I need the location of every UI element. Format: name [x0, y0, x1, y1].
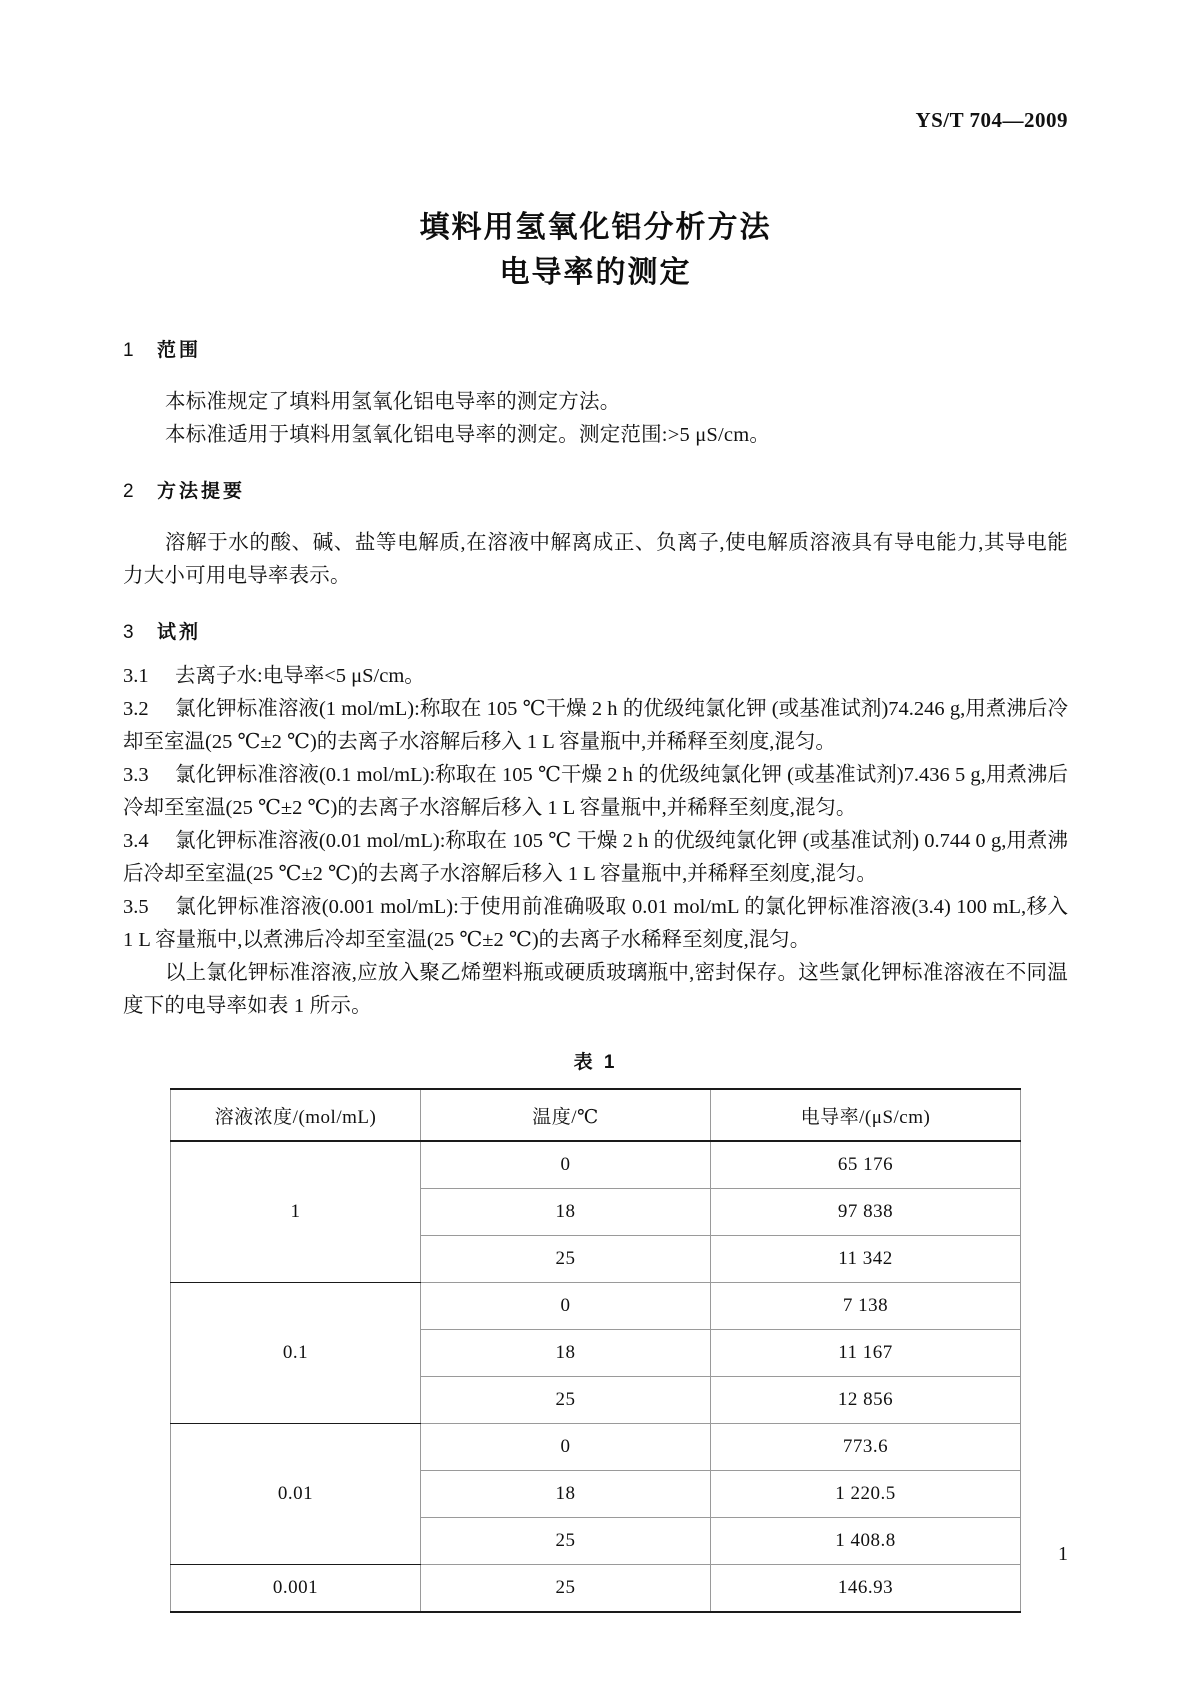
document-title-line-1: 填料用氢氧化铝分析方法	[419, 211, 772, 244]
reagent-item-3-4	[123, 825, 1068, 891]
reagent-number-3-1: 3.1	[123, 665, 149, 687]
section-1-paragraph-2: 本标准适用于填料用氢氧化铝电导率的测定。测定范围:>5 μS/cm。	[165, 424, 771, 446]
table-row	[171, 1141, 1021, 1189]
section-title-1: 范围	[157, 340, 202, 361]
table-cell-temperature: 0	[421, 1141, 711, 1189]
section-number-3: 3	[123, 622, 135, 643]
page-number: 1	[1058, 1543, 1068, 1565]
table-cell-temperature: 25	[421, 1565, 711, 1613]
section-heading-1	[123, 335, 1068, 362]
table-cell-temperature: 25	[421, 1377, 711, 1424]
table-header-conductivity: 电导率/(μS/cm)	[711, 1089, 1021, 1141]
reagent-number-3-5: 3.5	[123, 896, 149, 918]
table-cell-conductivity: 97 838	[711, 1189, 1021, 1236]
document-body	[123, 335, 1068, 1613]
table-cell-conductivity: 773.6	[711, 1424, 1021, 1471]
reagent-text-3-2: 氯化钾标准溶液(1 mol/mL):称取在 105 ℃干燥 2 h 的优级纯氯化钾 (或基准试剂)74.246 g,用煮沸后冷却至室温(25 ℃±2 ℃)的去离子水溶解后移入 1 L 容量瓶中,并稀释至刻度,混匀。	[123, 698, 1068, 753]
table-cell-temperature: 18	[421, 1189, 711, 1236]
table-cell-conductivity: 7 138	[711, 1283, 1021, 1330]
reagent-item-3-2	[123, 693, 1068, 759]
conductivity-table	[170, 1088, 1021, 1613]
table-cell-conductivity: 11 167	[711, 1330, 1021, 1377]
table-cell-temperature: 25	[421, 1236, 711, 1283]
table-header-concentration: 溶液浓度/(mol/mL)	[171, 1089, 421, 1141]
table-row	[171, 1565, 1021, 1613]
section-number-1: 1	[123, 340, 135, 361]
table-cell-conductivity: 146.93	[711, 1565, 1021, 1613]
table-cell-concentration: 0.01	[171, 1424, 421, 1565]
table-row	[171, 1283, 1021, 1330]
reagent-number-3-3: 3.3	[123, 764, 149, 786]
document-title	[0, 205, 1191, 295]
section-title-3: 试剂	[157, 622, 202, 643]
reagent-item-3-1	[123, 660, 1068, 693]
table-cell-conductivity: 1 220.5	[711, 1471, 1021, 1518]
reagent-text-3-4: 氯化钾标准溶液(0.01 mol/mL):称取在 105 ℃ 干燥 2 h 的优级纯氯化钾 (或基准试剂) 0.744 0 g,用煮沸后冷却至室温(25 ℃±2 ℃)的去离子水溶解后移入 1 L 容量瓶中,并稀释至刻度,混匀。	[123, 830, 1068, 885]
table-header-row	[171, 1089, 1021, 1141]
section-number-2: 2	[123, 481, 135, 502]
table-header-temperature: 温度/℃	[421, 1089, 711, 1141]
table-cell-temperature: 0	[421, 1424, 711, 1471]
table-cell-conductivity: 1 408.8	[711, 1518, 1021, 1565]
reagent-text-3-5: 氯化钾标准溶液(0.001 mol/mL):于使用前准确吸取 0.01 mol/mL 的氯化钾标准溶液(3.4) 100 mL,移入 1 L 容量瓶中,以煮沸后冷却至室温(25 ℃±2 ℃)的去离子水稀释至刻度,混匀。	[123, 896, 1068, 951]
reagent-number-3-4: 3.4	[123, 830, 149, 852]
table-body	[171, 1141, 1021, 1612]
section-2-paragraph-1: 溶解于水的酸、碱、盐等电解质,在溶液中解离成正、负离子,使电解质溶液具有导电能力,其导电能力大小可用电导率表示。	[123, 532, 1068, 587]
section-title-2: 方法提要	[157, 481, 246, 502]
table-cell-conductivity: 11 342	[711, 1236, 1021, 1283]
table-caption: 表 1	[573, 1052, 618, 1073]
section-heading-2	[123, 476, 1068, 503]
reagent-number-3-2: 3.2	[123, 698, 149, 720]
table-cell-conductivity: 65 176	[711, 1141, 1021, 1189]
section-3-closing-paragraph: 以上氯化钾标准溶液,应放入聚乙烯塑料瓶或硬质玻璃瓶中,密封保存。这些氯化钾标准溶液在不同温度下的电导率如表 1 所示。	[123, 962, 1068, 1017]
table-cell-concentration: 0.001	[171, 1565, 421, 1613]
table-row	[171, 1424, 1021, 1471]
table-cell-conductivity: 12 856	[711, 1377, 1021, 1424]
section-1-paragraph-1: 本标准规定了填料用氢氧化铝电导率的测定方法。	[165, 391, 621, 413]
reagent-text-3-1: 去离子水:电导率<5 μS/cm。	[175, 665, 425, 687]
reagent-text-3-3: 氯化钾标准溶液(0.1 mol/mL):称取在 105 ℃干燥 2 h 的优级纯氯化钾 (或基准试剂)7.436 5 g,用煮沸后冷却至室温(25 ℃±2 ℃)的去离子水溶解后移入 1 L 容量瓶中,并稀释至刻度,混匀。	[123, 764, 1068, 819]
table-cell-concentration: 1	[171, 1141, 421, 1283]
running-header-standard-code: YS/T 704—2009	[915, 108, 1068, 132]
table-cell-concentration: 0.1	[171, 1283, 421, 1424]
table-cell-temperature: 0	[421, 1283, 711, 1330]
table-cell-temperature: 18	[421, 1330, 711, 1377]
section-heading-3	[123, 617, 1068, 644]
reagent-item-3-3	[123, 759, 1068, 825]
table-cell-temperature: 25	[421, 1518, 711, 1565]
document-title-line-2: 电导率的测定	[499, 256, 692, 289]
table-cell-temperature: 18	[421, 1471, 711, 1518]
reagent-item-3-5	[123, 891, 1068, 957]
